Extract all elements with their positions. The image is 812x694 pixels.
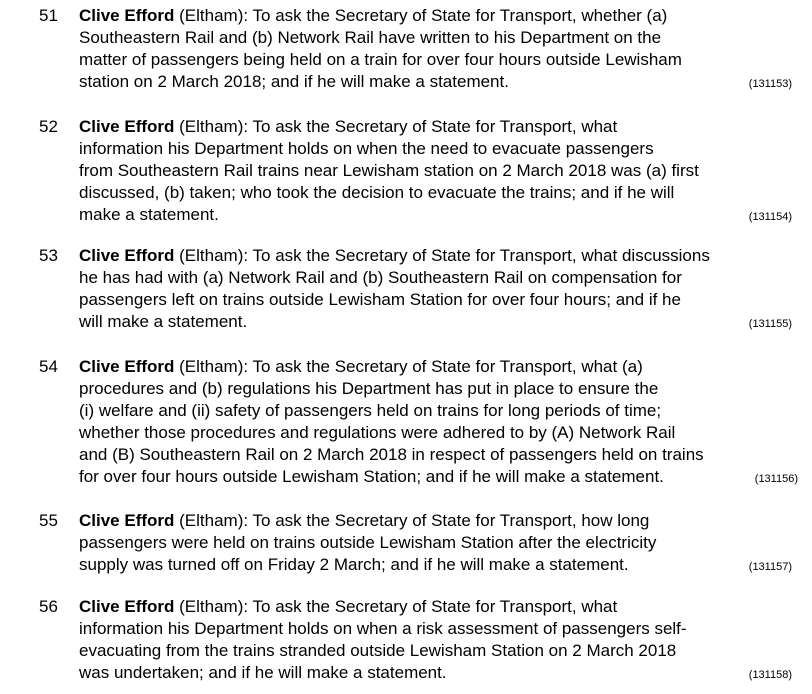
question-text: To ask the Secretary of State for Transport, what discussions [248,246,710,265]
question-line [79,510,649,532]
question-reference: (131154) [748,211,792,223]
constituency: (Eltham): [174,511,249,530]
question-number: 53 [39,246,58,265]
constituency: (Eltham): [174,6,249,25]
question-line: whether those procedures and regulations were adhered to by (A) Network Rail [79,423,676,442]
question-line: information his Department holds on when the need to evacuate passengers [79,139,654,158]
constituency: (Eltham): [174,246,249,265]
question-line [79,245,710,267]
constituency: (Eltham): [174,117,249,136]
question-reference: (131158) [748,669,792,681]
question-reference: (131157) [748,561,792,573]
question-line: supply was turned off on Friday 2 March; and if he will make a statement. [79,555,629,574]
question-text: To ask the Secretary of State for Transport, how long [248,511,650,530]
question-line: procedures and (b) regulations his Department has put in place to ensure the [79,379,659,398]
constituency: (Eltham): [174,357,249,376]
question-line: make a statement. [79,205,219,224]
question-reference: (131153) [748,78,792,90]
question-line: discussed, (b) taken; who took the decision to evacuate the trains; and if he will [79,183,675,202]
member-name: Clive Efford [79,117,175,136]
question-line: for over four hours outside Lewisham Station; and if he will make a statement. [79,467,664,486]
question-line [79,356,643,378]
question-line [79,116,617,138]
question-text: To ask the Secretary of State for Transport, whether (a) [248,6,668,25]
question-line: was undertaken; and if he will make a statement. [79,663,447,682]
question-number: 54 [39,357,58,376]
question-line: matter of passengers being held on a train for over four hours outside Lewisham [79,50,682,69]
question-line: information his Department holds on when a risk assessment of passengers self- [79,619,687,638]
question-text: To ask the Secretary of State for Transport, what (a) [248,357,643,376]
question-number: 56 [39,597,58,616]
question-reference: (131155) [748,318,792,330]
question-line: from Southeastern Rail trains near Lewisham station on 2 March 2018 was (a) first [79,161,699,180]
question-text: To ask the Secretary of State for Transport, what [248,117,618,136]
constituency: (Eltham): [174,597,249,616]
member-name: Clive Efford [79,511,175,530]
question-line: will make a statement. [79,312,248,331]
member-name: Clive Efford [79,357,175,376]
question-number: 52 [39,117,58,136]
member-name: Clive Efford [79,246,175,265]
question-line: evacuating from the trains stranded outside Lewisham Station on 2 March 2018 [79,641,677,660]
question-line: and (B) Southeastern Rail on 2 March 2018 in respect of passengers held on trains [79,445,704,464]
question-line [79,5,667,27]
question-text: To ask the Secretary of State for Transport, what [248,597,618,616]
question-reference: (131156) [754,473,798,485]
question-line: station on 2 March 2018; and if he will make a statement. [79,72,509,91]
question-line: (i) welfare and (ii) safety of passengers held on trains for long periods of time; [79,401,662,420]
question-number: 51 [39,6,58,25]
question-line: Southeastern Rail and (b) Network Rail have written to his Department on the [79,28,662,47]
question-line [79,596,617,618]
question-line: passengers were held on trains outside Lewisham Station after the electricity [79,533,657,552]
question-number: 55 [39,511,58,530]
member-name: Clive Efford [79,597,175,616]
question-line: passengers left on trains outside Lewisham Station for over four hours; and if he [79,290,681,309]
question-line: he has had with (a) Network Rail and (b) Southeastern Rail on compensation for [79,268,682,287]
member-name: Clive Efford [79,6,175,25]
